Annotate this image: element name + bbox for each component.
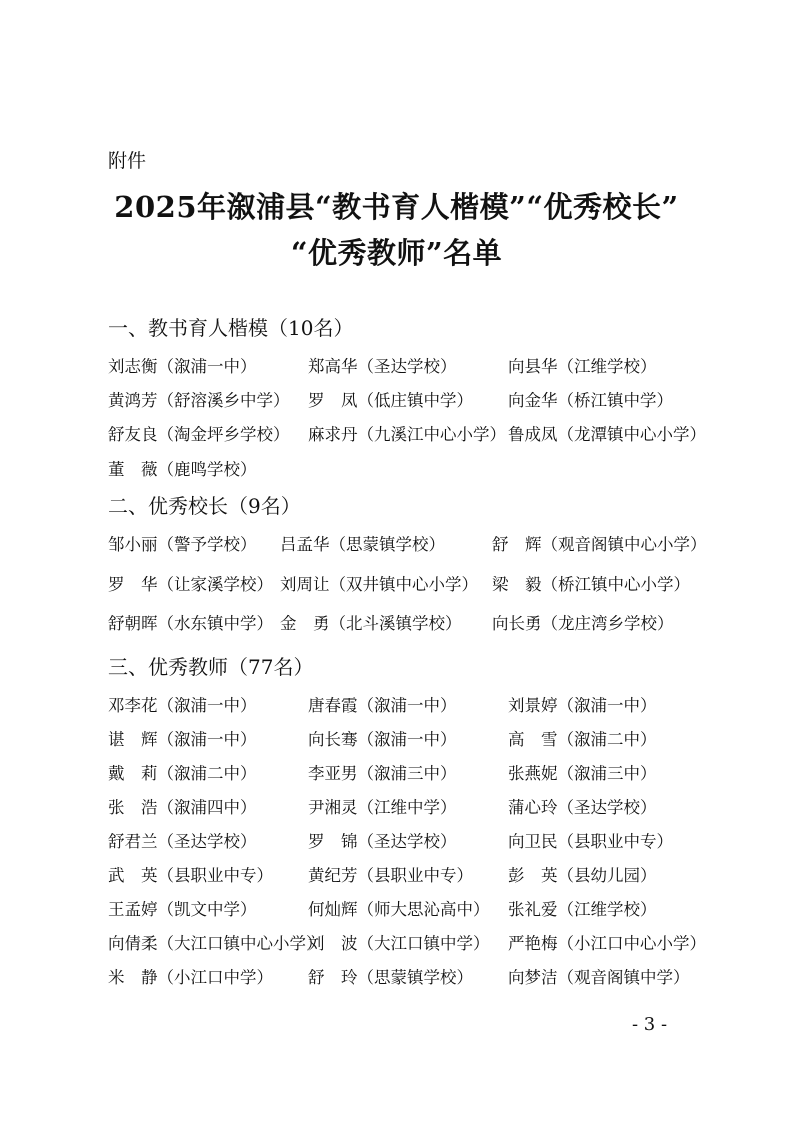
list-item: 罗 锦（圣达学校） — [308, 832, 457, 851]
section-heading-teachers: 三、优秀教师（77名） — [108, 655, 314, 679]
list-item: 刘景婷（溆浦一中） — [508, 696, 657, 715]
list-item: 何灿辉（师大思沁高中） — [308, 900, 490, 919]
page-number: - 3 - — [632, 1014, 668, 1035]
list-item: 武 英（县职业中专） — [108, 866, 273, 885]
list-row — [108, 387, 728, 411]
list-row — [108, 692, 728, 716]
list-item: 彭 英（县幼儿园） — [508, 866, 657, 885]
list-item: 王孟婷（凯文中学） — [108, 900, 257, 919]
list-item: 舒君兰（圣达学校） — [108, 832, 257, 851]
list-row — [108, 421, 728, 445]
list-item: 麻求丹（九溪江中心小学） — [308, 425, 506, 444]
document-title-line-1: 2025年溆浦县“教书育人楷模”“优秀校长” — [114, 190, 679, 224]
list-row — [108, 726, 728, 750]
list-row — [108, 456, 728, 480]
list-row — [108, 930, 728, 954]
list-item: 张 浩（溆浦四中） — [108, 798, 257, 817]
list-item: 向金华（桥江镇中学） — [508, 391, 673, 410]
section-heading-role-models: 一、教书育人楷模（10名） — [108, 316, 354, 340]
list-item: 张礼爱（江维学校） — [508, 900, 657, 919]
list-item: 罗 华（让家溪学校） — [108, 575, 273, 594]
list-row — [108, 862, 728, 886]
list-item: 刘 波（大江口镇中学） — [308, 934, 490, 953]
list-item: 李亚男（溆浦三中） — [308, 764, 457, 783]
list-item: 黄鸿芳（舒溶溪乡中学） — [108, 391, 290, 410]
list-item: 高 雪（溆浦二中） — [508, 730, 657, 749]
list-item: 向梦洁（观音阁镇中学） — [508, 968, 690, 987]
list-item: 邓李花（溆浦一中） — [108, 696, 257, 715]
list-item: 向卫民（县职业中专） — [508, 832, 673, 851]
list-item: 黄纪芳（县职业中专） — [308, 866, 473, 885]
list-item: 尹湘灵（江维中学） — [308, 798, 457, 817]
list-item: 唐春霞（溆浦一中） — [308, 696, 457, 715]
list-row — [108, 828, 728, 852]
list-item: 罗 凤（低庄镇中学） — [308, 391, 473, 410]
list-item: 向县华（江维学校） — [508, 357, 657, 376]
list-item: 鲁成凤（龙潭镇中心小学） — [508, 425, 706, 444]
list-item: 戴 莉（溆浦二中） — [108, 764, 257, 783]
list-row — [108, 610, 728, 634]
list-item: 梁 毅（桥江镇中心小学） — [492, 575, 690, 594]
list-row — [108, 964, 728, 988]
list-row — [108, 571, 728, 595]
list-item: 董 薇（鹿鸣学校） — [108, 460, 257, 479]
list-row — [108, 896, 728, 920]
attachment-label: 附件 — [108, 150, 147, 172]
list-item: 向长骞（溆浦一中） — [308, 730, 457, 749]
list-item: 蒲心玲（圣达学校） — [508, 798, 657, 817]
list-item: 刘志衡（溆浦一中） — [108, 357, 257, 376]
list-row — [108, 531, 728, 555]
list-row — [108, 353, 728, 377]
list-item: 米 静（小江口中学） — [108, 968, 273, 987]
list-item: 邹小丽（警予学校） — [108, 535, 257, 554]
list-item: 金 勇（北斗溪镇学校） — [280, 614, 462, 633]
list-row — [108, 760, 728, 784]
list-item: 吕孟华（思蒙镇学校） — [280, 535, 445, 554]
list-item: 舒友良（淘金坪乡学校） — [108, 425, 290, 444]
list-row — [108, 794, 728, 818]
list-item: 刘周让（双井镇中心小学） — [280, 575, 478, 594]
list-item: 严艳梅（小江口中心小学） — [508, 934, 706, 953]
list-item: 张燕妮（溆浦三中） — [508, 764, 657, 783]
list-item: 向长勇（龙庄湾乡学校） — [492, 614, 674, 633]
list-item: 郑高华（圣达学校） — [308, 357, 457, 376]
section-heading-principals: 二、优秀校长（9名） — [108, 494, 301, 518]
list-item: 舒朝晖（水东镇中学） — [108, 614, 273, 633]
document-title-line-2: “优秀教师”名单 — [290, 236, 503, 270]
list-item: 舒 玲（思蒙镇学校） — [308, 968, 473, 987]
list-item: 谌 辉（溆浦一中） — [108, 730, 257, 749]
list-item: 向倩柔（大江口镇中心小学） — [108, 934, 323, 953]
list-item: 舒 辉（观音阁镇中心小学） — [492, 535, 707, 554]
